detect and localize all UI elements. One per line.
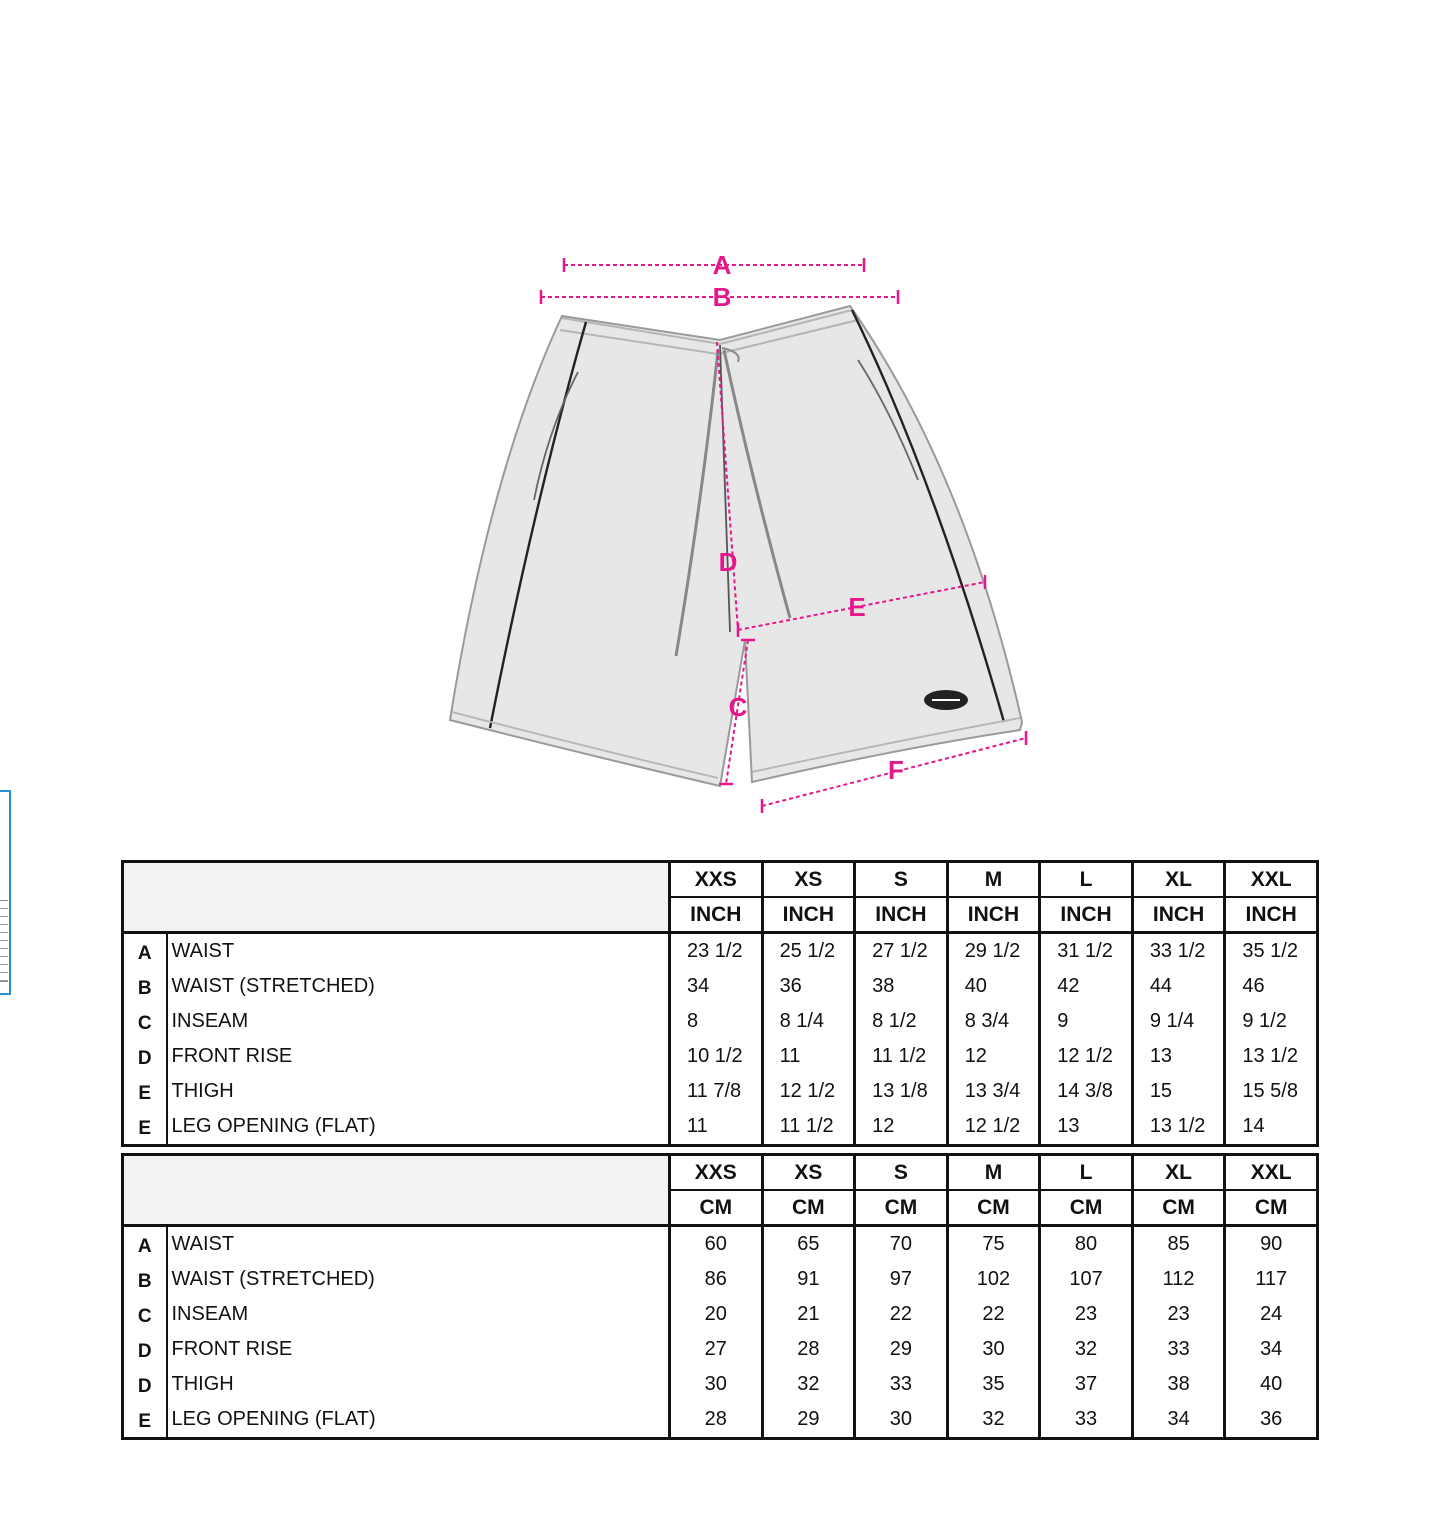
unit-header: INCH	[947, 897, 1040, 933]
row-letter: C	[137, 1012, 152, 1034]
unit-header: INCH	[1225, 897, 1318, 933]
table-cell: 28	[762, 1332, 855, 1367]
table-row	[123, 933, 1318, 970]
size-chart-inch	[121, 860, 1319, 1147]
row-letter: D	[137, 1375, 152, 1397]
table-cell: 32	[947, 1402, 1040, 1439]
side-panel-edge[interactable]	[0, 790, 11, 995]
table-row	[123, 969, 1318, 1004]
table-cell: 34	[1132, 1402, 1225, 1439]
unit-header: CM	[762, 1190, 855, 1226]
size-header: XL	[1132, 1155, 1225, 1191]
table-cell: 102	[947, 1262, 1040, 1297]
table-cell: 36	[762, 969, 855, 1004]
row-label: FRONT RISE	[167, 1332, 670, 1367]
header-blank	[123, 1155, 670, 1226]
table-cell: 15	[1132, 1074, 1225, 1109]
size-header: M	[947, 862, 1040, 898]
table-cell: 46	[1225, 969, 1318, 1004]
table-cell: 13	[1040, 1109, 1133, 1146]
table-cell: 80	[1040, 1226, 1133, 1263]
size-header: XS	[762, 1155, 855, 1191]
table-cell: 8 1/2	[855, 1004, 948, 1039]
row-letter: D	[137, 1340, 152, 1362]
table-cell: 29 1/2	[947, 933, 1040, 970]
table-cell: 30	[670, 1367, 763, 1402]
unit-header: CM	[1132, 1190, 1225, 1226]
table-cell: 112	[1132, 1262, 1225, 1297]
table-cell: 32	[762, 1367, 855, 1402]
size-header: XXL	[1225, 1155, 1318, 1191]
table-cell: 30	[947, 1332, 1040, 1367]
row-label: WAIST (STRETCHED)	[167, 969, 670, 1004]
table-row	[123, 1226, 1318, 1263]
table-row	[123, 1297, 1318, 1332]
marker-a: A	[712, 250, 732, 280]
table-cell: 8	[670, 1004, 763, 1039]
table-cell: 38	[1132, 1367, 1225, 1402]
size-header: XXS	[670, 1155, 763, 1191]
table-cell: 27 1/2	[855, 933, 948, 970]
table-cell: 8 1/4	[762, 1004, 855, 1039]
marker-f: F	[888, 755, 904, 785]
table-row	[123, 1402, 1318, 1439]
table-cell: 85	[1132, 1226, 1225, 1263]
size-header: XXL	[1225, 862, 1318, 898]
table-cell: 36	[1225, 1402, 1318, 1439]
table-cell: 25 1/2	[762, 933, 855, 970]
marker-c: C	[728, 692, 748, 722]
table-cell: 107	[1040, 1262, 1133, 1297]
row-label: FRONT RISE	[167, 1039, 670, 1074]
table-row	[123, 1367, 1318, 1402]
unit-header: CM	[855, 1190, 948, 1226]
table-cell: 117	[1225, 1262, 1318, 1297]
table-cell: 13 1/2	[1132, 1109, 1225, 1146]
row-label: INSEAM	[167, 1004, 670, 1039]
table-row	[123, 1109, 1318, 1146]
table-cell: 40	[1225, 1367, 1318, 1402]
row-letter: C	[137, 1305, 152, 1327]
table-cell: 11	[762, 1039, 855, 1074]
table-cell: 33	[1132, 1332, 1225, 1367]
size-chart-cm	[121, 1153, 1319, 1440]
table-cell: 12 1/2	[762, 1074, 855, 1109]
table-cell: 38	[855, 969, 948, 1004]
table-cell: 34	[1225, 1332, 1318, 1367]
row-letter: E	[138, 1410, 152, 1432]
table-cell: 75	[947, 1226, 1040, 1263]
unit-header: CM	[670, 1190, 763, 1226]
row-letter: E	[138, 1117, 152, 1139]
panel-thumbnail	[0, 900, 8, 982]
unit-header: INCH	[855, 897, 948, 933]
table-cell: 13 3/4	[947, 1074, 1040, 1109]
table-cell: 12	[855, 1109, 948, 1146]
table-cell: 13	[1132, 1039, 1225, 1074]
table-cell: 24	[1225, 1297, 1318, 1332]
row-label: THIGH	[167, 1367, 670, 1402]
table-row	[123, 1074, 1318, 1109]
table-cell: 9 1/2	[1225, 1004, 1318, 1039]
table-cell: 86	[670, 1262, 763, 1297]
table-cell: 90	[1225, 1226, 1318, 1263]
table-cell: 30	[855, 1402, 948, 1439]
table-cell: 31 1/2	[1040, 933, 1133, 970]
table-cell: 22	[855, 1297, 948, 1332]
table-cell: 11 1/2	[855, 1039, 948, 1074]
size-header: XXS	[670, 862, 763, 898]
table-cell: 97	[855, 1262, 948, 1297]
table-cell: 70	[855, 1226, 948, 1263]
table-cell: 12 1/2	[947, 1109, 1040, 1146]
row-letter: A	[137, 942, 152, 964]
row-letter: D	[137, 1047, 152, 1069]
table-cell: 91	[762, 1262, 855, 1297]
table-cell: 10 1/2	[670, 1039, 763, 1074]
table-cell: 14 3/8	[1040, 1074, 1133, 1109]
table-row	[123, 1004, 1318, 1039]
row-label: INSEAM	[167, 1297, 670, 1332]
row-letter: B	[137, 1270, 152, 1292]
table-cell: 42	[1040, 969, 1133, 1004]
size-header: M	[947, 1155, 1040, 1191]
table-cell: 37	[1040, 1367, 1133, 1402]
size-header: S	[855, 862, 948, 898]
size-header: XS	[762, 862, 855, 898]
table-row	[123, 1332, 1318, 1367]
table-cell: 29	[762, 1402, 855, 1439]
table-cell: 23	[1040, 1297, 1133, 1332]
table-cell: 40	[947, 969, 1040, 1004]
row-label: LEG OPENING (FLAT)	[167, 1109, 670, 1146]
row-label: WAIST (STRETCHED)	[167, 1262, 670, 1297]
table-cell: 23	[1132, 1297, 1225, 1332]
unit-header: INCH	[1040, 897, 1133, 933]
table-cell: 34	[670, 969, 763, 1004]
unit-header: INCH	[762, 897, 855, 933]
row-letter: E	[138, 1082, 152, 1104]
table-cell: 13 1/8	[855, 1074, 948, 1109]
table-cell: 11	[670, 1109, 763, 1146]
table-cell: 33 1/2	[1132, 933, 1225, 970]
row-letter: B	[137, 977, 152, 999]
table-cell: 21	[762, 1297, 855, 1332]
table-cell: 22	[947, 1297, 1040, 1332]
table-row	[123, 1039, 1318, 1074]
table-cell: 14	[1225, 1109, 1318, 1146]
table-cell: 28	[670, 1402, 763, 1439]
table-cell: 12	[947, 1039, 1040, 1074]
row-label: WAIST	[167, 933, 670, 970]
size-header: L	[1040, 1155, 1133, 1191]
size-header: S	[855, 1155, 948, 1191]
table-cell: 8 3/4	[947, 1004, 1040, 1039]
table-cell: 32	[1040, 1332, 1133, 1367]
table-cell: 29	[855, 1332, 948, 1367]
table-cell: 15 5/8	[1225, 1074, 1318, 1109]
table-cell: 44	[1132, 969, 1225, 1004]
table-cell: 35 1/2	[1225, 933, 1318, 970]
marker-d: D	[718, 547, 738, 577]
table-cell: 33	[1040, 1402, 1133, 1439]
marker-b: B	[712, 282, 732, 312]
table-cell: 11 1/2	[762, 1109, 855, 1146]
table-cell: 23 1/2	[670, 933, 763, 970]
row-label: LEG OPENING (FLAT)	[167, 1402, 670, 1439]
unit-header: CM	[947, 1190, 1040, 1226]
table-cell: 27	[670, 1332, 763, 1367]
table-row	[123, 1262, 1318, 1297]
table-cell: 35	[947, 1367, 1040, 1402]
table-cell: 11 7/8	[670, 1074, 763, 1109]
marker-e: E	[848, 592, 866, 622]
header-blank	[123, 862, 670, 933]
unit-header: INCH	[1132, 897, 1225, 933]
table-cell: 20	[670, 1297, 763, 1332]
row-label: WAIST	[167, 1226, 670, 1263]
size-header: L	[1040, 862, 1133, 898]
table-cell: 33	[855, 1367, 948, 1402]
unit-header: INCH	[670, 897, 763, 933]
table-cell: 9 1/4	[1132, 1004, 1225, 1039]
table-cell: 9	[1040, 1004, 1133, 1039]
row-letter: A	[137, 1235, 152, 1257]
unit-header: CM	[1225, 1190, 1318, 1226]
unit-header: CM	[1040, 1190, 1133, 1226]
table-cell: 65	[762, 1226, 855, 1263]
table-cell: 60	[670, 1226, 763, 1263]
size-header: XL	[1132, 862, 1225, 898]
table-cell: 13 1/2	[1225, 1039, 1318, 1074]
row-label: THIGH	[167, 1074, 670, 1109]
table-cell: 12 1/2	[1040, 1039, 1133, 1074]
